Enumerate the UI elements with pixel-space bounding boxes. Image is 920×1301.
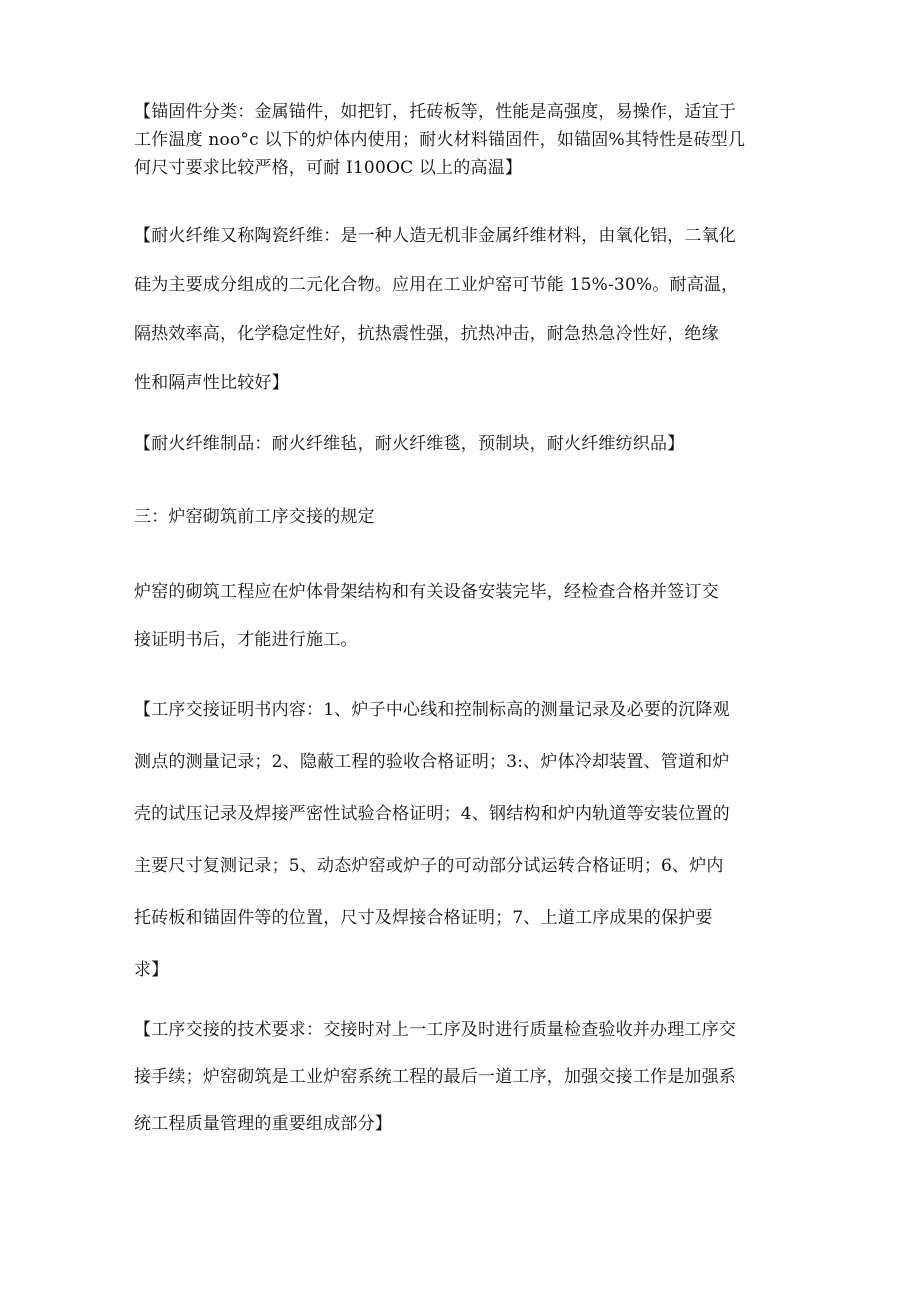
text-line: 【耐火纤维制品：耐火纤维毡，耐火纤维毯，预制块，耐火纤维纺织品】 — [134, 434, 685, 454]
text-line: 性和隔声性比较好】 — [134, 373, 289, 393]
text-line: 何尺寸要求比较严格，可耐 I100OC 以上的高温】 — [134, 158, 523, 178]
text-line: 测点的测量记录；2、隐蔽工程的验收合格证明；3:、炉体冷却装置、管道和炉 — [134, 752, 730, 772]
text-line: 【工序交接的技术要求：交接时对上一工序及时进行质量检查验收并办理工序交 — [134, 1020, 736, 1040]
paragraph-fiber-products — [134, 424, 794, 464]
text-line: 接手续；炉窑砌筑是工业炉窑系统工程的最后一道工序，加强交接工作是加强系 — [134, 1067, 736, 1087]
paragraph-masonry-prerequisite — [134, 568, 794, 664]
text-line: 硅为主要成分组成的二元化合物。应用在工业炉窑可节能 15%-30%。耐高温， — [134, 275, 739, 295]
paragraph-handover-certificate — [134, 684, 794, 996]
text-line: 【耐火纤维又称陶瓷纤维：是一种人造无机非金属纤维材料，由氧化铝，二氧化 — [134, 226, 736, 246]
section-heading — [134, 497, 794, 537]
text-line: 统工程质量管理的重要组成部分】 — [134, 1114, 392, 1134]
paragraph-anchor-classification — [134, 98, 794, 182]
text-line: 求】 — [134, 960, 169, 980]
paragraph-handover-technical-requirements — [134, 1007, 794, 1148]
paragraph-ceramic-fiber — [134, 212, 794, 408]
text-line: 炉窑的砌筑工程应在炉体骨架结构和有关设备安装完毕，经检查合格并签订交 — [134, 582, 719, 602]
text-line: 隔热效率高，化学稳定性好，抗热震性强，抗热冲击，耐急热急冷性好，绝缘 — [134, 324, 719, 344]
text-line: 壳的试压记录及焊接严密性试验合格证明；4、钢结构和炉内轨道等安装位置的 — [134, 804, 730, 824]
text-line: 工作温度 noo°c 以下的炉体内使用；耐火材料锚固件，如锚固%其特性是砖型几 — [134, 130, 746, 150]
text-line: 【工序交接证明书内容：1、炉子中心线和控制标高的测量记录及必要的沉降观 — [134, 700, 730, 720]
text-line: 托砖板和锚固件等的位置，尺寸及焊接合格证明；7、上道工序成果的保护要 — [134, 908, 713, 928]
text-line: 三：炉窑砌筑前工序交接的规定 — [134, 507, 375, 527]
text-line: 接证明书后，才能进行施工。 — [134, 630, 358, 650]
text-line: 【锚固件分类：金属锚件，如把钉，托砖板等，性能是高强度，易操作，适宜于 — [134, 102, 736, 122]
text-line: 主要尺寸复测记录；5、动态炉窑或炉子的可动部分试运转合格证明；6、炉内 — [134, 856, 724, 876]
